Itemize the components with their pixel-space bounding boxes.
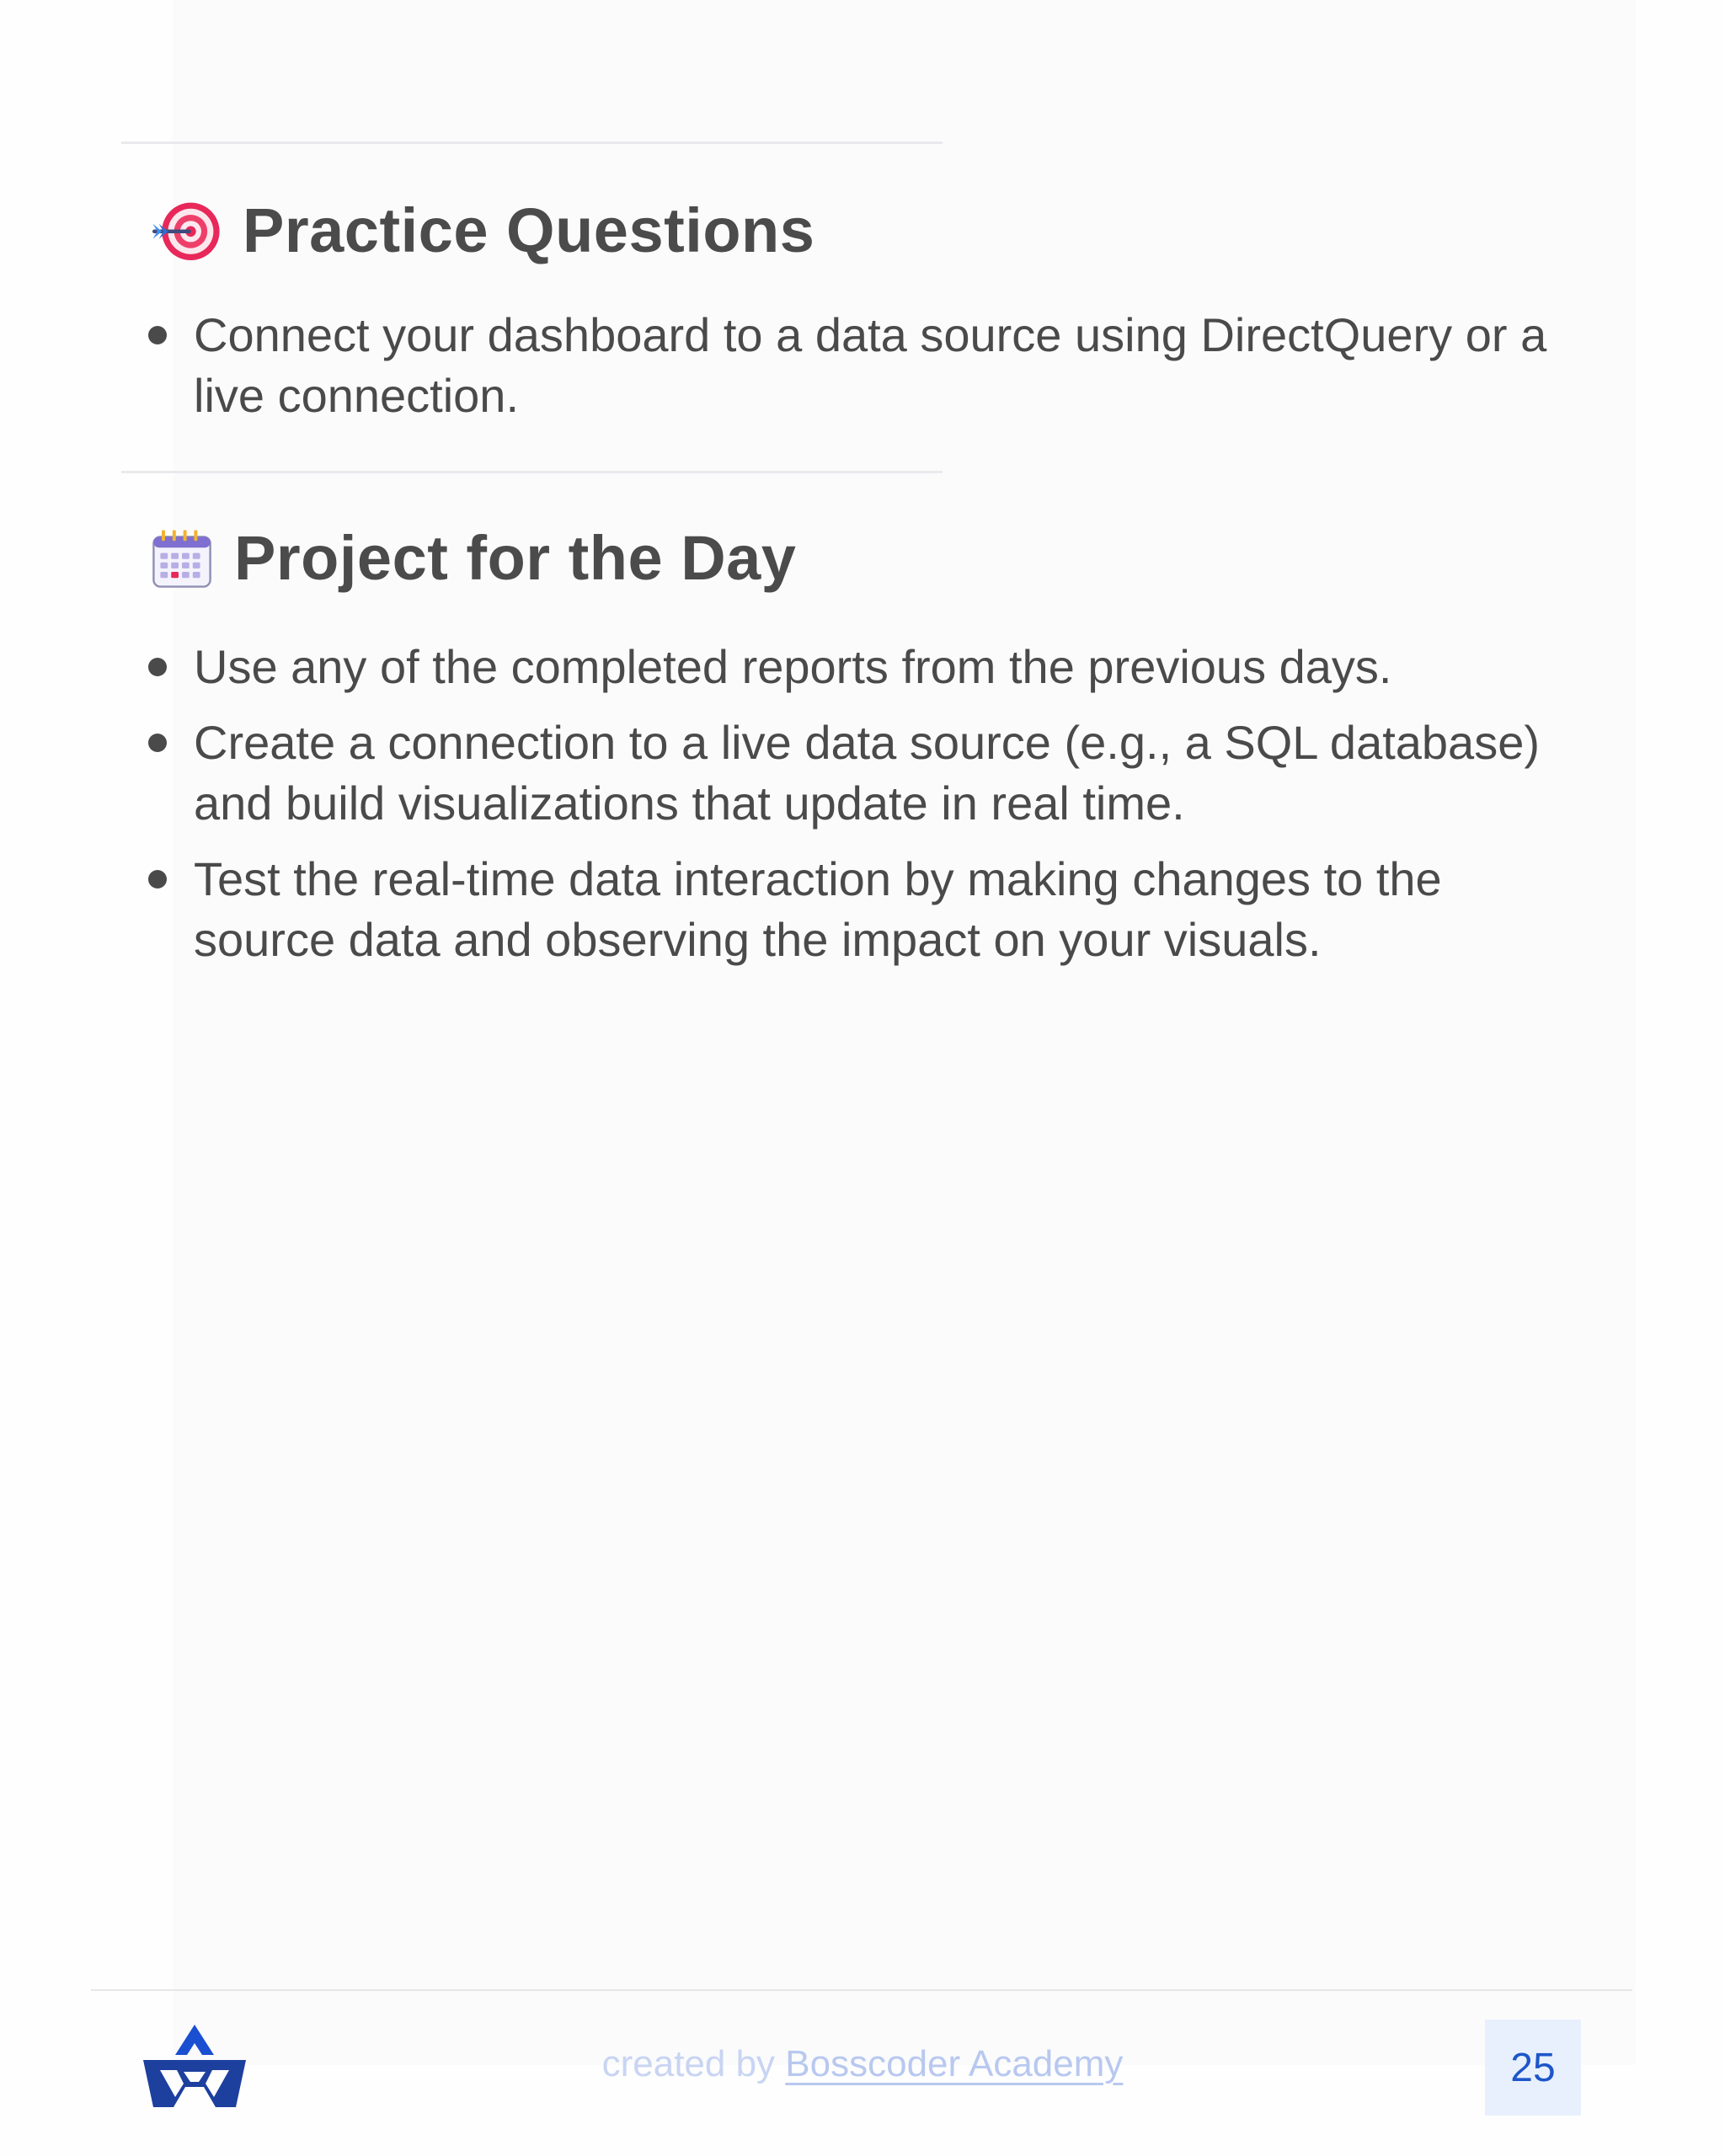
list-item <box>142 305 1573 426</box>
list-item-text: Connect your dashboard to a data source using DirectQuery or a live connection. <box>194 308 1547 422</box>
project-list <box>142 637 1573 985</box>
page-number-text: 25 <box>1510 2045 1556 2090</box>
bullet-icon <box>148 734 167 752</box>
list-item <box>142 712 1573 834</box>
project-heading <box>148 522 796 594</box>
bullet-icon <box>148 658 167 676</box>
page-number <box>1485 2020 1581 2116</box>
section-divider <box>121 471 943 473</box>
bullet-icon <box>148 326 167 344</box>
top-divider <box>121 141 943 144</box>
footer-credit <box>0 2043 1725 2085</box>
list-item <box>142 637 1573 697</box>
list-item <box>142 849 1573 970</box>
list-item-text: Use any of the completed reports from the previous days. <box>194 640 1392 693</box>
list-item-text: Test the real-time data interaction by making changes to the source data and observing the impact on your visuals. <box>194 852 1442 966</box>
practice-list <box>142 305 1573 441</box>
credit-link[interactable]: Bosscoder Academy <box>785 2043 1124 2084</box>
footer-divider <box>91 1989 1632 1991</box>
practice-questions-heading <box>148 192 814 268</box>
list-item-text: Create a connection to a live data source (e.g., a SQL database) and build visualizations that update in real time. <box>194 716 1540 830</box>
target-dart-icon <box>148 192 224 268</box>
project-title: Project for the Day <box>234 523 797 593</box>
credit-prefix: created by <box>601 2043 776 2084</box>
calendar-icon <box>148 525 216 592</box>
practice-title: Practice Questions <box>243 195 815 265</box>
bullet-icon <box>148 870 167 889</box>
